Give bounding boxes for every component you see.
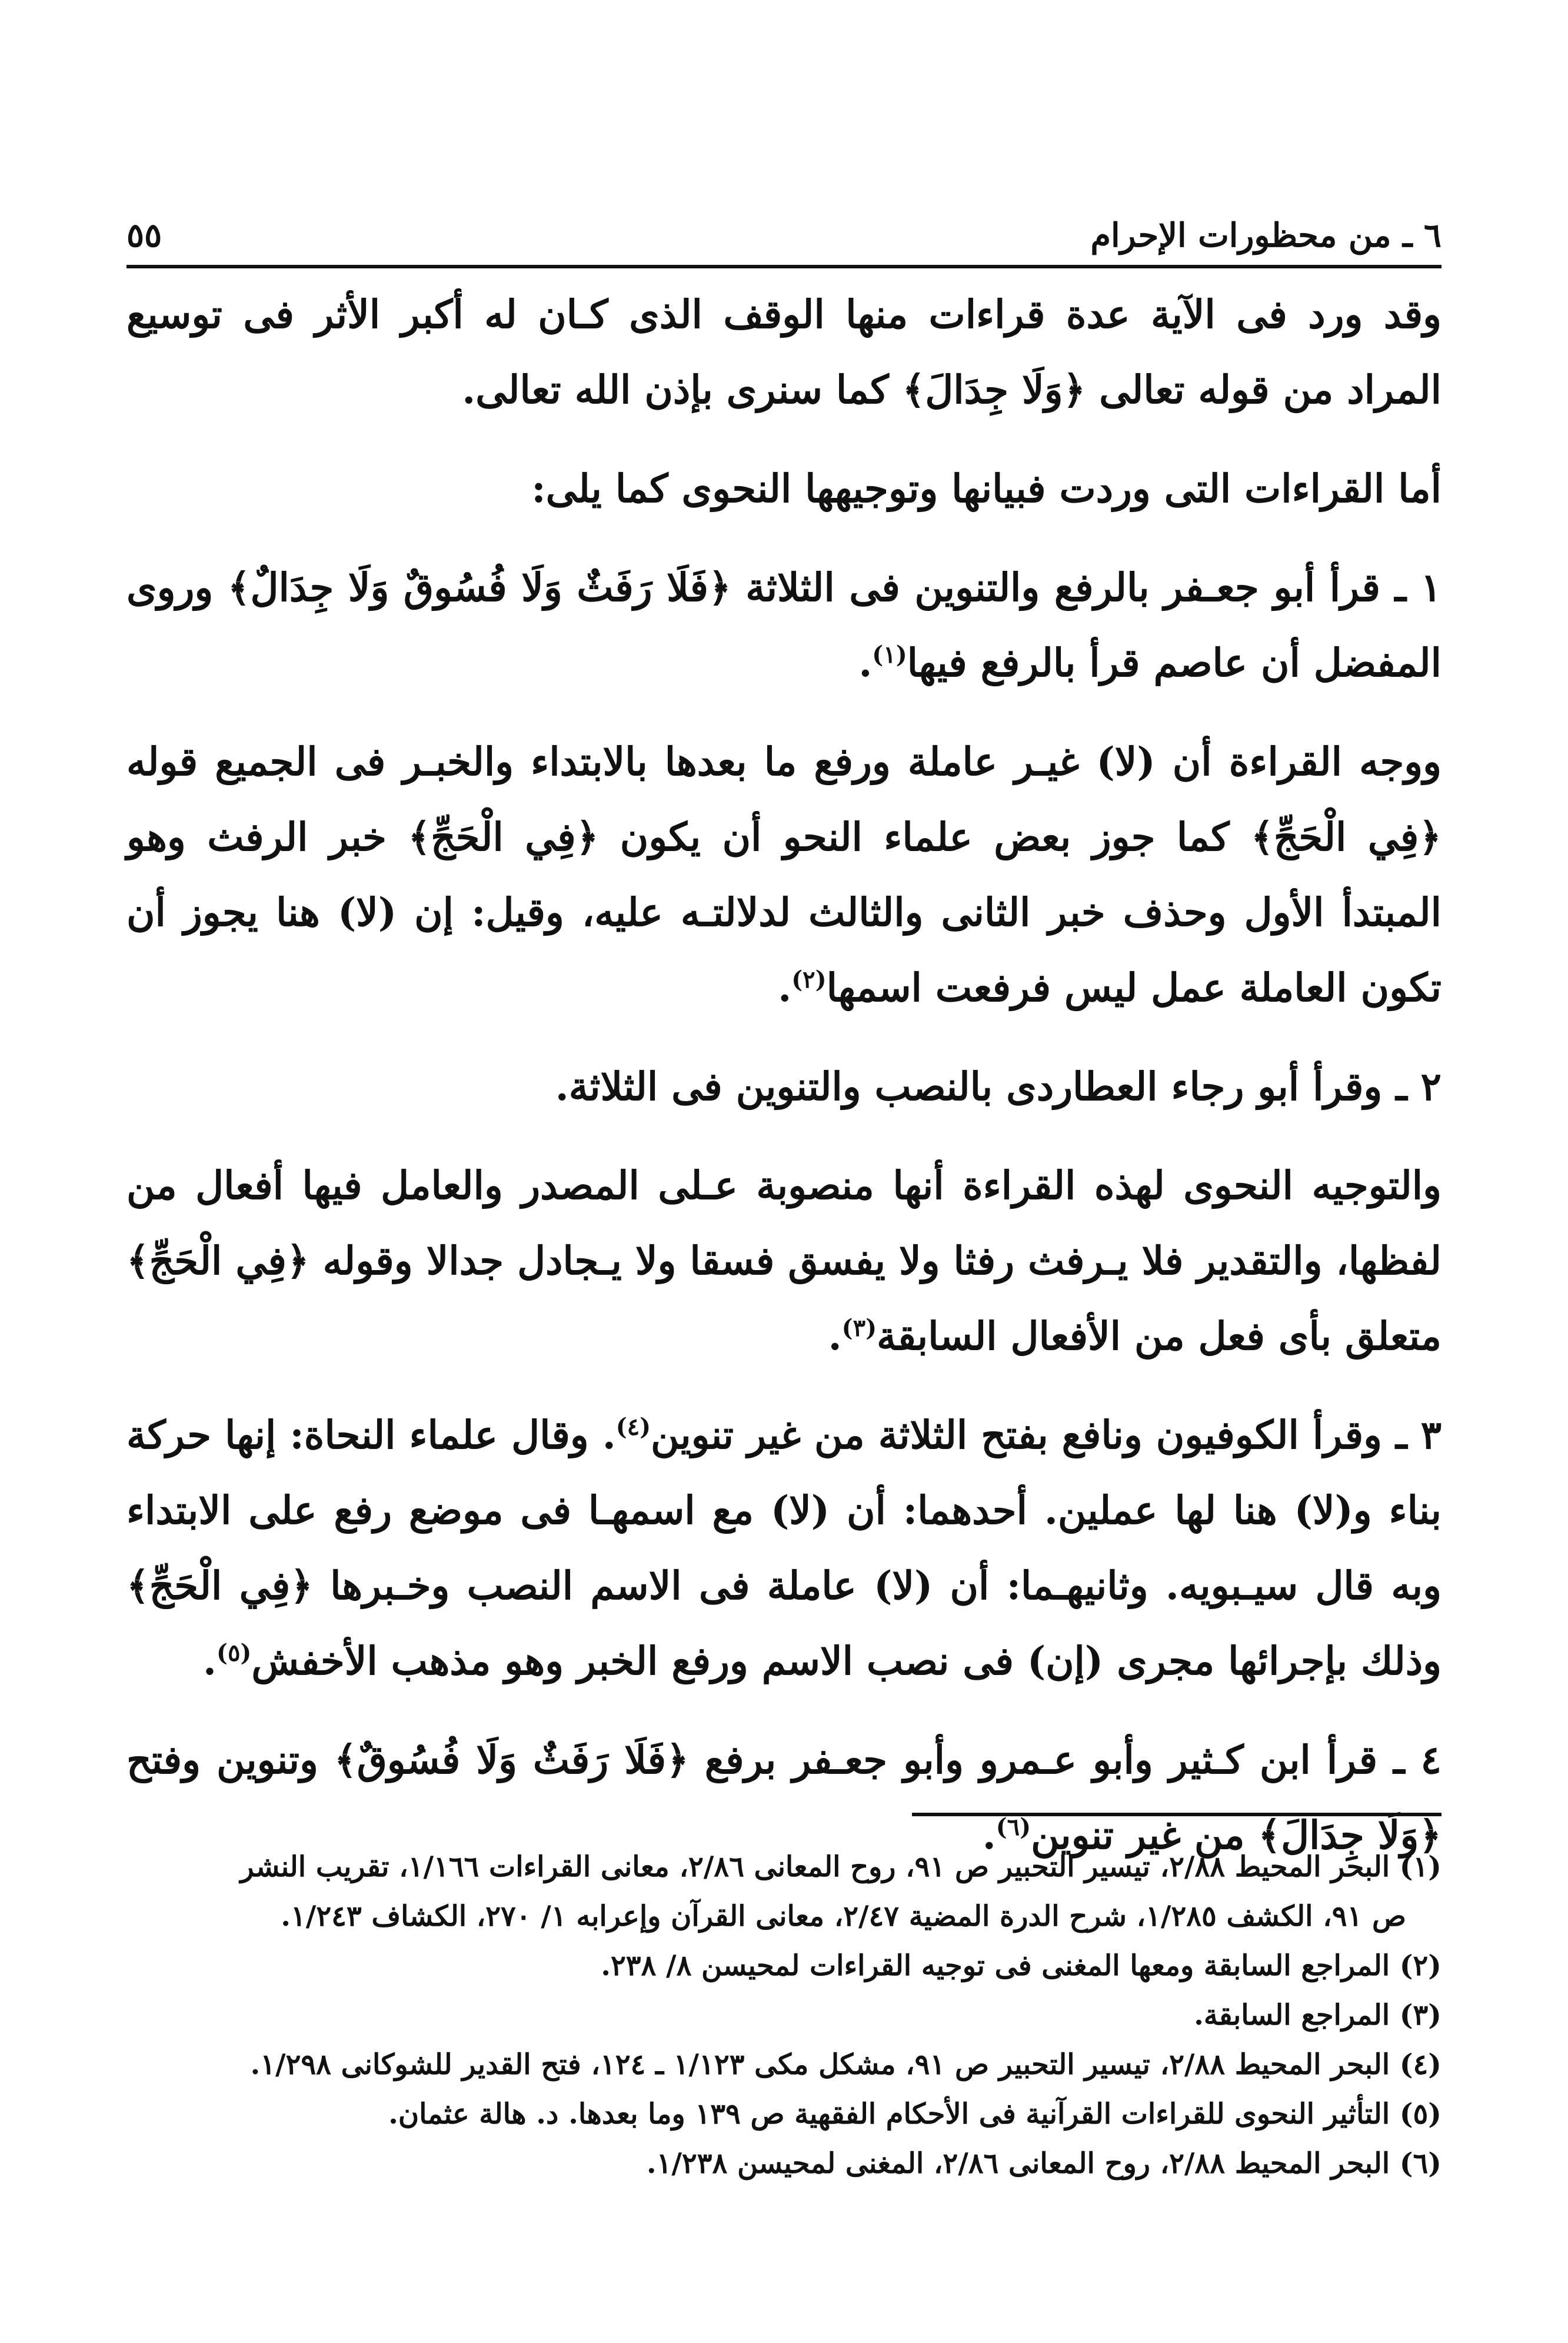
footnote-continuation: ص ٩١، الكشف ١/٢٨٥، شرح الدرة المضية ٢/٤٧، معانى القرآن وإعرابه ١/ ٢٧٠، الكشاف ١/٢٤٣.: [281, 1900, 1406, 1933]
paragraph: ٣ ـ وقرأ الكوفيون ونافع بفتح الثلاثة من غير تنوين$^{(٤)}$. وقال علماء النحاة: إنها حركة بناء و(لا) هنا لها عملين. أحدهما: أن (لا) مع اسمهـا فى موضع رفع على الابتداء وبه قال سيـبويه. وثانيهـما: أن (لا) عاملة فى الاسم النصب وخـبرها ﴿فِي الْحَجِّ﴾ وذلك بإجرائها مجرى (إن) فى نصب الاسم ورفع الخبر وهو مذهب الأخفش$^{(٥)}$.: [126, 1412, 1442, 1684]
paragraph: وقد ورد فى الآية عدة قراءات منها الوقف الذى كـان له أكبر الأثر فى توسيع المراد من قوله تعالى ﴿وَلَا جِدَالَ﴾ كما سنرى بإذن الله تعالى.: [126, 291, 1442, 413]
footnotes: [126, 1842, 1442, 2188]
paragraph: ٢ ـ وقرأ أبو رجاء العطاردى بالنصب والتنوين فى الثلاثة.: [555, 1064, 1442, 1109]
paragraph: ١ ـ قرأ أبو جعـفر بالرفع والتنوين فى الثلاثة ﴿فَلَا رَفَثٌ وَلَا فُسُوقٌ وَلَا جِدَالٌ﴾ وروى المفضل أن عاصم قرأ بالرفع فيها$^{(١)}$.: [126, 564, 1442, 686]
footnote-ref: (١): [872, 641, 907, 669]
footnote: (١) البحر المحيط ٢/٨٨، تيسير التحبير ص ٩١، روح المعانى ٢/٨٦، معانى القراءات ١/١٦٦، تقريب النشر: [240, 1850, 1442, 1883]
running-header: [126, 187, 1442, 268]
footnote-separator: [912, 1813, 1442, 1816]
footnote-ref: (٣): [841, 1314, 877, 1342]
footnote-ref: (٤): [615, 1413, 651, 1441]
paragraph: والتوجيه النحوى لهذه القراءة أنها منصوبة عـلى المصدر والعامل فيها أفعال من لفظها، والتقدير فلا يـرفث رفثا ولا يفسق فسقا ولا يـجادل جدالا وقوله ﴿فِي الْحَجِّ﴾ متعلق بأى فعل من الأفعال السابقة$^{(٣)}$.: [126, 1162, 1442, 1359]
footnote: (٣) المراجع السابقة.: [1194, 1999, 1442, 2032]
page-number: ٥٥: [126, 216, 162, 255]
footnote-ref: (٢): [791, 966, 827, 993]
footnote: (٦) البحر المحيط ٢/٨٨، روح المعانى ٢/٨٦، المغنى لمحيسن ١/٢٣٨.: [646, 2147, 1442, 2180]
footnote: (٢) المراجع السابقة ومعها المغنى فى توجيه القراءات لمحيسن ٨/ ٢٣٨.: [601, 1949, 1442, 1982]
footnote-ref: (٥): [217, 1639, 252, 1667]
footnote: (٥) التأثير النحوى للقراءات القرآنية فى الأحكام الفقهية ص ١٣٩ وما بعدها. د. هالة عثمان.: [388, 2098, 1442, 2131]
footnote: (٤) البحر المحيط ٢/٨٨، تيسير التحبير ص ٩١، مشكل مكى ١/١٢٣ ـ ١٢٤، فتح القدير للشوكانى ١/٢٩٨.: [250, 2048, 1442, 2081]
paragraph: ٤ ـ قرأ ابن كـثير وأبو عـمرو وأبو جعـفر برفع ﴿فَلَا رَفَثٌ وَلَا فُسُوقٌ﴾ وتنوين وفتح ﴿وَلَا جِدَالَ﴾ من غير تنوين$^{(٦)}$.: [126, 1737, 1442, 1858]
paragraph: أما القراءات التى وردت فبيانها وتوجيهها النحوى كما يلى:: [531, 466, 1442, 511]
footnote-ref: (٦): [996, 1813, 1031, 1841]
paragraph: ووجه القراءة أن (لا) غيـر عاملة ورفع ما بعدها بالابتداء والخبـر فى الجميع قوله ﴿فِي الْحَجِّ﴾ كما جوز بعض علماء النحو أن يكون ﴿فِي الْحَجِّ﴾ خبر الرفث وهو المبتدأ الأول وحذف خبر الثانى والثالث لدلالتـه عليه، وقيل: إن (لا) هنا يجوز أن تكون العاملة عمل ليس فرفعت اسمها$^{(٢)}$.: [126, 739, 1442, 1011]
chapter-title: ٦ ـ من محظورات الإحرام: [1090, 216, 1442, 255]
main-text: [126, 277, 1442, 1896]
